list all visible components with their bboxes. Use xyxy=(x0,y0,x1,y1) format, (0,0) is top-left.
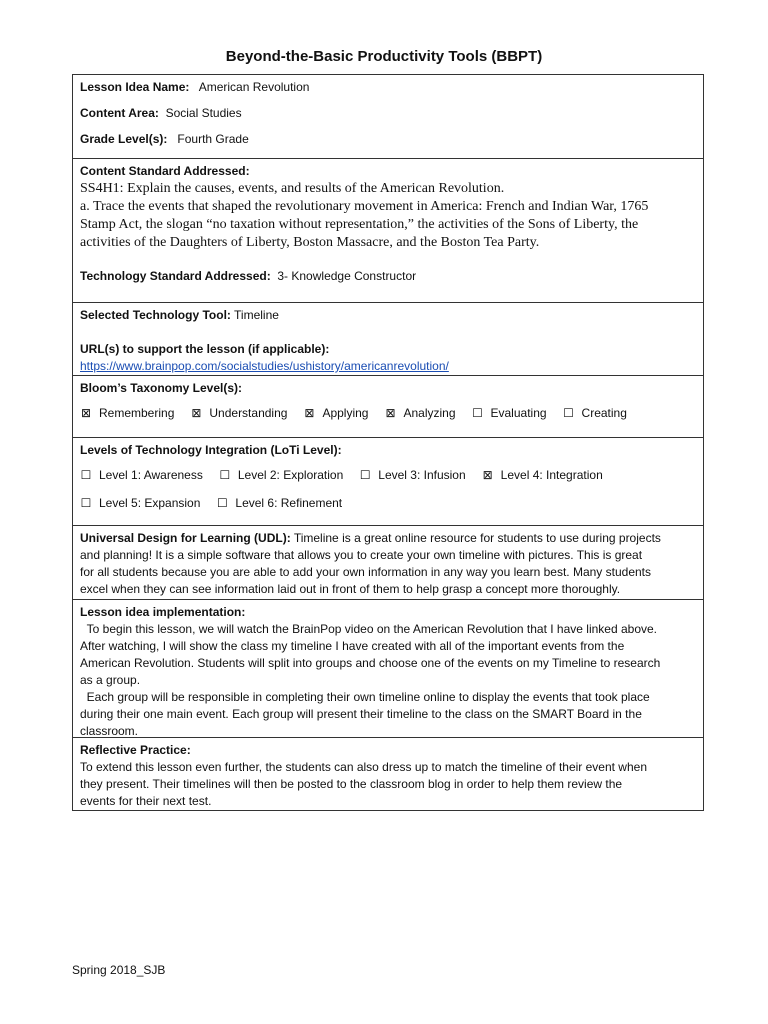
checked-box-icon: ⊠ xyxy=(304,406,315,420)
checked-box-icon: ⊠ xyxy=(191,406,202,420)
implementation-text: Each group will be responsible in completing their own timeline online to display the events that took place xyxy=(80,690,650,704)
reflective-practice-text: To extend this lesson even further, the students can also dress up to match the timeline of their event when xyxy=(80,760,647,774)
unchecked-box-icon: ☐ xyxy=(563,406,574,420)
lesson-name-label: Lesson Idea Name: xyxy=(80,80,190,94)
lesson-info-section xyxy=(73,75,703,159)
selected-tool-line xyxy=(80,307,697,324)
checkbox-evaluating[interactable] xyxy=(472,405,547,422)
checked-box-icon: ⊠ xyxy=(482,468,493,482)
document-title: Beyond-the-Basic Productivity Tools (BBPT) xyxy=(225,48,543,65)
implementation-text: To begin this lesson, we will watch the BrainPop video on the American Revolution that I have linked above. xyxy=(80,622,658,636)
checkbox-analyzing[interactable] xyxy=(384,405,455,422)
udl-text: excel when they can see information laid out in front of them to help grasp a concept more thoroughly. xyxy=(80,582,621,596)
lesson-name-value: American Revolution xyxy=(198,80,310,94)
udl-text: for all students because you are able to add your own information in any way you learn best. Many students xyxy=(80,565,651,579)
content-area-line xyxy=(80,105,697,122)
reflective-practice-label: Reflective Practice: xyxy=(80,743,191,757)
checkbox-creating[interactable] xyxy=(563,405,627,422)
implementation-label: Lesson idea implementation: xyxy=(80,605,246,619)
blooms-checkbox-group xyxy=(80,405,697,422)
content-standard-section xyxy=(73,159,703,303)
grade-level-line xyxy=(80,131,697,148)
checkbox-remembering[interactable] xyxy=(80,405,174,422)
udl-section xyxy=(73,526,703,600)
implementation-text: as a group. xyxy=(80,673,141,687)
checkbox-label: Level 6: Refinement xyxy=(235,496,343,510)
checkbox-label: Level 4: Integration xyxy=(500,468,603,482)
implementation-text: American Revolution. Students will split into groups and choose one of the events on my Timeline to research xyxy=(80,656,661,670)
technology-standard-value: 3- Knowledge Constructor xyxy=(277,269,417,283)
checkbox-level-5[interactable] xyxy=(80,495,200,512)
blooms-taxonomy-section xyxy=(73,376,703,438)
checkbox-label: Level 2: Exploration xyxy=(237,468,344,482)
checkbox-level-2[interactable] xyxy=(219,467,343,484)
page-footer: Spring 2018_SJB xyxy=(72,963,166,977)
implementation-section xyxy=(73,600,703,738)
checkbox-label: Level 5: Expansion xyxy=(99,496,201,510)
checkbox-level-3[interactable] xyxy=(359,467,465,484)
content-area-value: Social Studies xyxy=(165,106,242,120)
loti-label: Levels of Technology Integration (LoTi Level): xyxy=(80,443,342,457)
content-standard-text: activities of the Daughters of Liberty, Boston Massacre, and the Boston Tea Party. xyxy=(80,235,540,250)
unchecked-box-icon: ☐ xyxy=(80,468,92,482)
checkbox-applying[interactable] xyxy=(303,405,368,422)
content-standard-label: Content Standard Addressed: xyxy=(80,164,250,178)
implementation-text: After watching, I will show the class my timeline I have created with all of the important events from the xyxy=(80,639,625,653)
brainpop-link[interactable]: https://www.brainpop.com/socialstudies/ushistory/americanrevolution/ xyxy=(80,359,449,373)
unchecked-box-icon: ☐ xyxy=(359,468,371,482)
checkbox-level-6[interactable] xyxy=(216,495,342,512)
technology-tool-section xyxy=(73,303,703,376)
checkbox-label: Analyzing xyxy=(403,406,456,420)
udl-paragraph xyxy=(80,530,697,547)
technology-standard-line xyxy=(80,268,697,285)
reflective-practice-section xyxy=(73,738,703,810)
checked-box-icon: ⊠ xyxy=(385,406,396,420)
technology-standard-label: Technology Standard Addressed: xyxy=(80,269,271,283)
checkbox-label: Evaluating xyxy=(490,406,547,420)
content-standard-text: Stamp Act, the slogan “no taxation without representation,” the activities of the Sons of Liberty, the xyxy=(80,217,639,232)
content-standard-text: SS4H1: Explain the causes, events, and results of the American Revolution. xyxy=(80,181,505,196)
implementation-text: during their one main event. Each group will present their timeline to the class on the SMART Board in the xyxy=(80,707,642,721)
selected-tool-label: Selected Technology Tool: xyxy=(80,308,231,322)
url-label: URL(s) to support the lesson (if applicable): xyxy=(80,342,330,356)
checkbox-level-4[interactable] xyxy=(482,467,603,484)
implementation-text: classroom. xyxy=(80,724,139,738)
lesson-name-line xyxy=(80,79,697,96)
checkbox-understanding[interactable] xyxy=(190,405,287,422)
reflective-practice-text: they present. Their timelines will then be posted to the classroom blog in order to help them review the xyxy=(80,777,623,791)
udl-label: Universal Design for Learning (UDL): xyxy=(80,531,291,545)
checkbox-label: Level 3: Infusion xyxy=(378,468,466,482)
unchecked-box-icon: ☐ xyxy=(80,496,92,510)
unchecked-box-icon: ☐ xyxy=(217,496,228,510)
checkbox-label: Applying xyxy=(322,406,369,420)
unchecked-box-icon: ☐ xyxy=(472,406,483,420)
grade-level-value: Fourth Grade xyxy=(177,132,249,146)
lesson-form-table xyxy=(72,74,704,811)
content-area-label: Content Area: xyxy=(80,106,159,120)
blooms-taxonomy-label: Bloom’s Taxonomy Level(s): xyxy=(80,381,243,395)
loti-section xyxy=(73,438,703,526)
udl-text: and planning! It is a simple software that allows you to create your own timeline with pictures. This is great xyxy=(80,548,643,562)
checked-box-icon: ⊠ xyxy=(80,406,92,420)
loti-checkbox-group-2 xyxy=(80,495,697,512)
checkbox-label: Understanding xyxy=(209,406,288,420)
checkbox-label: Remembering xyxy=(99,406,175,420)
loti-checkbox-group-1 xyxy=(80,467,697,484)
grade-level-label: Grade Level(s): xyxy=(80,132,168,146)
content-standard-text: a. Trace the events that shaped the revolutionary movement in America: French and Indian War, 1765 xyxy=(80,199,649,214)
checkbox-label: Level 1: Awareness xyxy=(99,468,203,482)
unchecked-box-icon: ☐ xyxy=(219,468,231,482)
checkbox-label: Creating xyxy=(581,406,627,420)
checkbox-level-1[interactable] xyxy=(80,467,203,484)
selected-tool-value: Timeline xyxy=(234,308,279,322)
udl-text: Timeline is a great online resource for students to use during projects xyxy=(293,531,661,545)
reflective-practice-text: events for their next test. xyxy=(80,794,212,808)
